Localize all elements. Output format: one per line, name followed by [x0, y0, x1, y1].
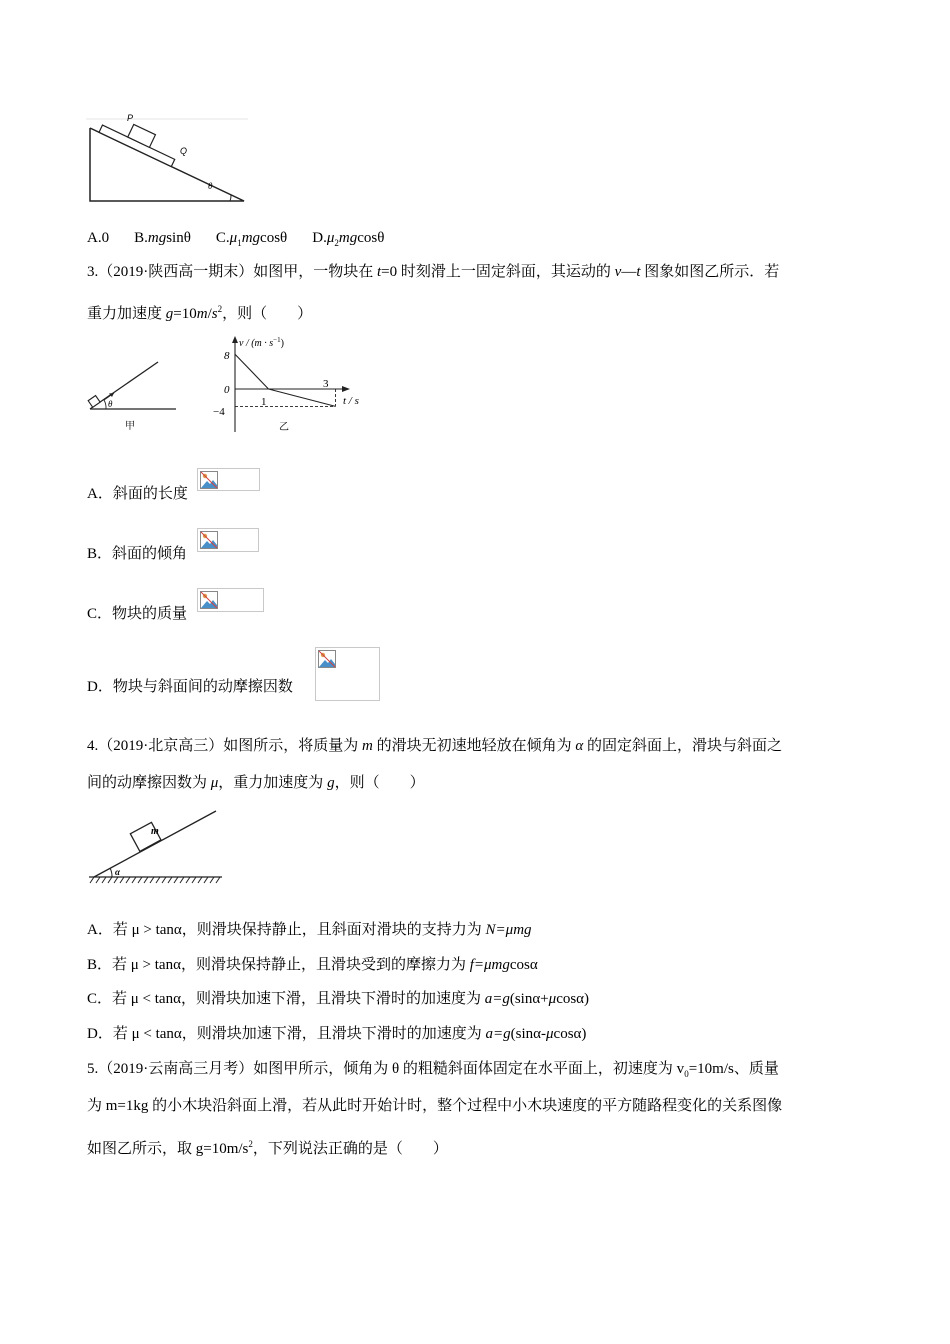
q4-option-eq: f=μmg [469, 957, 510, 973]
broken-image-icon [200, 531, 218, 549]
q3-figure-jia [84, 355, 184, 435]
ground-hatch [90, 877, 220, 883]
opt-d-var: mg [338, 230, 358, 246]
q3-option-b[interactable] [87, 544, 187, 564]
x-axis-arrow-icon [342, 386, 350, 392]
tick-label-0: 0 [224, 384, 230, 396]
q3-stem-line1 [87, 262, 779, 282]
q4-option-eq: (sinα+ [509, 991, 549, 1007]
q3-vt-chart [210, 332, 375, 438]
q3-slash: / [207, 306, 212, 322]
q5-text: =10m/s、质量 [688, 1061, 779, 1077]
y-axis-arrow-icon [232, 336, 238, 343]
opt-d-suffix: cosθ [357, 230, 385, 246]
q3-stem-line2 [87, 299, 312, 324]
label-q: Q [180, 146, 188, 156]
incline-line [94, 811, 216, 877]
q4-text: 的固定斜面上，滑块与斜面之 [583, 738, 782, 754]
vt-series-group [235, 354, 336, 406]
q4-option-c[interactable] [87, 989, 589, 1009]
broken-image-icon [318, 650, 336, 668]
alpha-arc [110, 868, 112, 877]
q3-option-a-label: A．斜面的长度 [87, 486, 188, 502]
broken-image-placeholder [315, 647, 380, 701]
q3-text: =10 [173, 306, 197, 322]
q3-text: 重力加速度 [87, 306, 166, 322]
tick-label-neg4: −4 [213, 406, 225, 418]
opt-c-var: mg [241, 230, 261, 246]
tick-label-1: 1 [261, 396, 267, 408]
q4-option-eq: μ [546, 1026, 554, 1042]
vt-series-segment [235, 354, 269, 389]
axis-label-v: $v / (m \cdot s^{-1})$ [239, 336, 284, 349]
opt-d-sub: 2 [334, 238, 339, 248]
q3-var-g: g [165, 306, 174, 322]
q5-stem-line1 [87, 1059, 779, 1084]
q2-option-a[interactable]: A.0 [87, 230, 110, 246]
broken-image-placeholder [197, 588, 264, 612]
theta-arc [104, 400, 106, 409]
q5-text: 如图乙所示，取 g=10m/s [87, 1141, 249, 1157]
q4-option-eq: N=μmg [485, 922, 532, 938]
q4-text: ，重力加速度为 [218, 775, 328, 791]
q4-text: 4.（2019·北京高三）如图所示，将质量为 [87, 738, 362, 754]
figure-label-yi: 乙 [279, 422, 289, 433]
q3-option-d[interactable] [87, 677, 293, 697]
opt-d-mu: μ [326, 230, 335, 246]
q2-option-b[interactable] [134, 230, 191, 246]
q3-unit-m: m [196, 306, 208, 322]
q4-text: ，则（ ） [334, 775, 425, 791]
q4-option-d[interactable] [87, 1024, 586, 1044]
opt-b-suffix: sinθ [166, 230, 191, 246]
broken-image-icon [200, 471, 218, 489]
broken-image-placeholder [197, 528, 259, 552]
q5-sub: 0 [684, 1069, 689, 1079]
q3-exp: 2 [217, 304, 223, 314]
q3-option-c-label: C．物块的质量 [87, 606, 188, 622]
q4-option-eq: a=g [484, 991, 510, 1007]
q3-text: ，则（ ） [222, 306, 313, 322]
figure-label-jia: 甲 [125, 421, 135, 432]
q5-text: 为 m=1kg 的小木块沿斜面上滑，若从此时开始计时，整个过程中小木块速度的平方随路程变化的关系图像 [87, 1098, 783, 1114]
q4-option-eq: μ [548, 991, 557, 1007]
vt-series-segment [269, 389, 336, 406]
q4-incline-figure [84, 805, 229, 887]
q3-var-v: v [614, 264, 622, 280]
theta-label: θ [108, 399, 113, 409]
q5-text: 5.（2019·云南高三月考）如图甲所示，倾角为 θ 的粗糙斜面体固定在水平面上，初速度为 v [87, 1061, 685, 1077]
q5-text: ，下列说法正确的是（ ） [252, 1141, 448, 1157]
q4-option-eq: a=g [485, 1026, 511, 1042]
opt-c-prefix: C. [215, 230, 230, 246]
q4-stem-line1 [87, 736, 782, 756]
q5-stem-line3 [87, 1134, 448, 1159]
q3-var-t: t [377, 264, 382, 280]
q2-option-c[interactable] [216, 230, 287, 246]
q5-stem-line2 [87, 1096, 782, 1116]
tick-label-3: 3 [323, 378, 329, 390]
q3-text: 图象如图乙所示．若 [640, 264, 780, 280]
q3-option-a[interactable] [87, 484, 188, 504]
q4-option-eq: cosα) [553, 1026, 587, 1042]
q4-option-a[interactable] [87, 920, 532, 940]
q4-option-text: C．若 μ < tanα，则滑块加速下滑，且滑块下滑时的加速度为 [87, 991, 485, 1007]
q4-option-b[interactable] [87, 955, 538, 975]
q4-option-text: B．若 μ > tanα，则滑块保持静止，且滑块受到的摩擦力为 [87, 957, 470, 973]
incline-pq-figure [84, 112, 254, 207]
opt-c-sub: 1 [237, 238, 242, 248]
q3-option-c[interactable] [87, 604, 187, 624]
q4-option-eq: (sinα- [510, 1026, 547, 1042]
q2-option-d[interactable] [312, 230, 384, 246]
opt-b-prefix: B. [134, 230, 148, 246]
q4-option-text: D．若 μ < tanα，则滑块加速下滑，且滑块下滑时的加速度为 [87, 1026, 486, 1042]
q4-var-mu: μ [210, 775, 219, 791]
opt-c-mu: μ [229, 230, 238, 246]
block [88, 396, 100, 408]
q3-var-t: t [636, 264, 641, 280]
q3-unit-s: s [211, 306, 218, 322]
q4-text: 间的动摩擦因数为 [87, 775, 211, 791]
q4-option-eq: cosα) [556, 991, 590, 1007]
opt-d-prefix: D. [312, 230, 327, 246]
label-p: P [127, 113, 134, 123]
q3-option-b-label: B．斜面的倾角 [87, 546, 188, 562]
q3-text: 3.（2019·陕西高一期末）如图甲，一物块在 [87, 264, 377, 280]
q4-var-m: m [362, 738, 373, 754]
label-theta: θ [208, 181, 213, 191]
q3-option-d-label: D．物块与斜面间的动摩擦因数 [87, 679, 293, 695]
tick-label-8: 8 [224, 350, 230, 362]
q3-dash: — [621, 264, 637, 280]
opt-c-suffix: cosθ [260, 230, 288, 246]
axis-label-t: t / s [343, 395, 359, 407]
q3-text: =0 时刻滑上一固定斜面，其运动的 [381, 264, 615, 280]
opt-b-var: mg [147, 230, 167, 246]
q4-option-eq: cosα [509, 957, 538, 973]
q2-options [87, 228, 384, 253]
vt-guides-group [235, 389, 336, 406]
broken-image-placeholder [197, 468, 260, 491]
q4-text: 的滑块无初速地轻放在倾角为 [372, 738, 576, 754]
q4-option-text: A．若 μ > tanα，则滑块保持静止，且斜面对滑块的支持力为 [87, 922, 486, 938]
q5-sup: 2 [248, 1139, 253, 1149]
broken-image-icon [200, 591, 218, 609]
q4-var-alpha: α [575, 738, 584, 754]
q4-var-g: g [327, 775, 335, 791]
theta-arc [230, 195, 231, 201]
q4-stem-line2 [87, 773, 425, 793]
block-label-m: m [151, 826, 159, 837]
alpha-label: α [115, 867, 120, 877]
